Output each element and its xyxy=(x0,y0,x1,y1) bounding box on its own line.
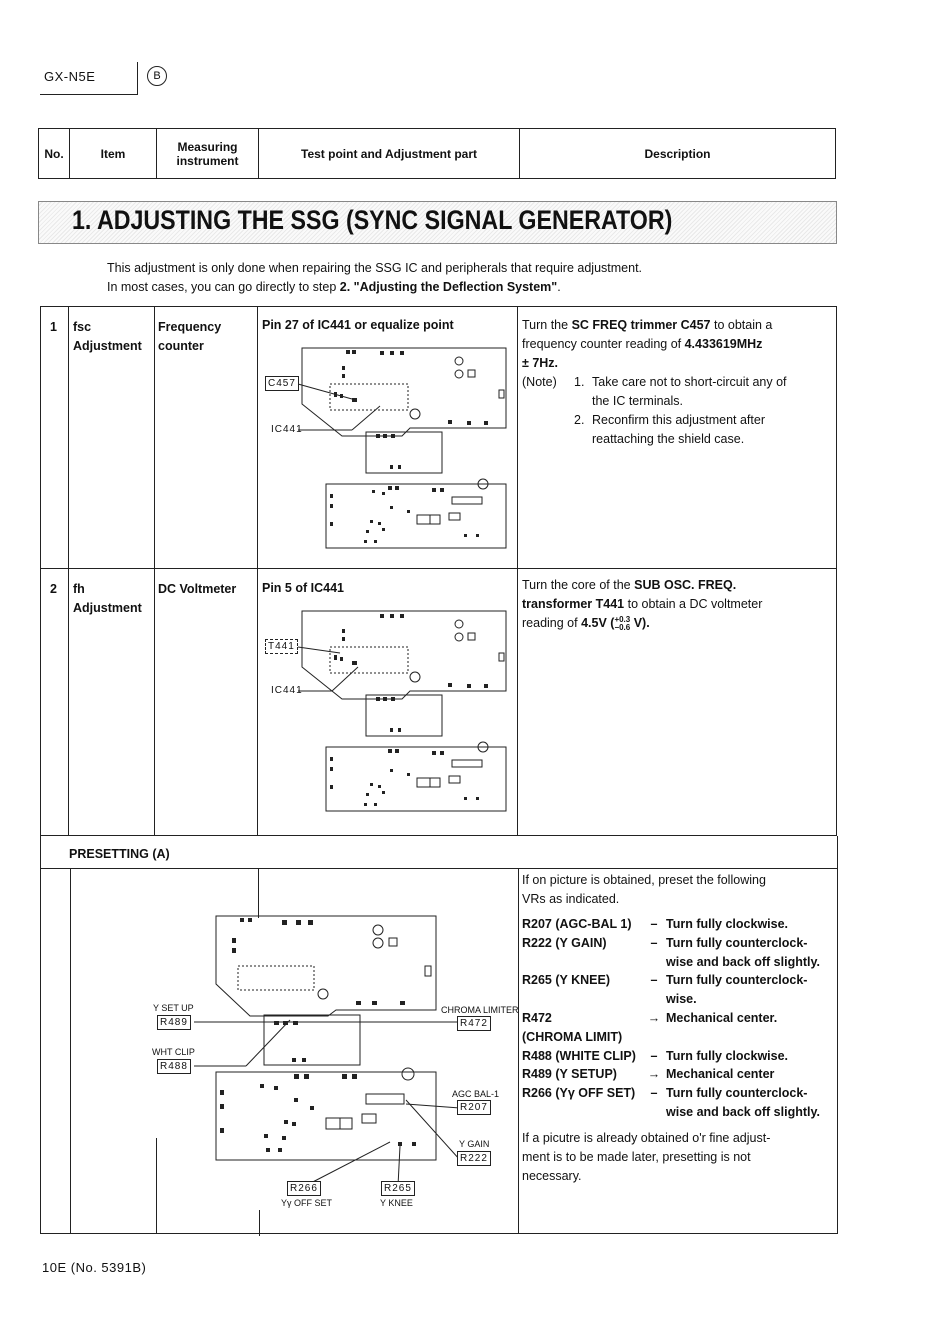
row1-ic-label: IC441 xyxy=(271,424,303,435)
row1-testpoint: Pin 27 of IC441 or equalize point xyxy=(262,318,454,332)
r488-box: R488 xyxy=(157,1059,191,1074)
r222-box: R222 xyxy=(457,1151,491,1166)
presetting-pcb-diagram xyxy=(150,910,520,1230)
col-instrument: Measuring instrument xyxy=(157,129,259,179)
row1-no: 1 xyxy=(50,320,57,334)
agc-bal-label: AGC BAL-1 xyxy=(452,1089,500,1099)
row2-description: Turn the core of the SUB OSC. FREQ. transformer T441 to obtain a DC voltmeter reading of 4.5V (+0.3 −0.6 V). xyxy=(522,578,763,632)
wht-clip-label: WHT CLIP xyxy=(152,1047,195,1057)
col-description: Description xyxy=(520,129,836,179)
row2-no: 2 xyxy=(50,582,57,596)
r207-box: R207 xyxy=(457,1100,491,1115)
row2-instrument: DC Voltmeter xyxy=(158,582,237,596)
row1-description: Turn the SC FREQ trimmer C457 to obtain a frequency counter reading of 4.433619MHz ± 7Hz. (Note) 1. Take care not to short-circuit any of the IC terminals. 2. Reconfirm this adjustment after reattaching the shield case. xyxy=(522,318,787,446)
preset-item: R489 (Y SETUP) → Mechanical center xyxy=(522,1067,775,1082)
row2-pcb-diagram xyxy=(262,607,512,817)
col-testpoint: Test point and Adjustment part xyxy=(259,129,520,179)
r472-box: R472 xyxy=(457,1016,491,1031)
r265-box: R265 xyxy=(381,1181,415,1196)
row2-testpoint: Pin 5 of IC441 xyxy=(262,581,344,595)
model-number: GX-N5E xyxy=(44,69,96,84)
preset-item: R266 (Yγ OFF SET) – Turn fully counterclock- xyxy=(522,1086,808,1101)
section-intro: This adjustment is only done when repairing the SSG IC and peripherals that require adjustment. In most cases, you can go directly to step 2. "Adjusting the Deflection System". xyxy=(107,261,643,294)
y-gain-label: Y GAIN xyxy=(459,1139,490,1149)
preset-item: R222 (Y GAIN) – Turn fully counterclock- xyxy=(522,935,808,950)
col-item: Item xyxy=(70,129,157,179)
page-footer: 10E (No. 5391B) xyxy=(42,1260,147,1275)
r489-box: R489 xyxy=(157,1015,191,1030)
presetting-title: PRESETTING (A) xyxy=(69,847,170,861)
row2-ic-label: IC441 xyxy=(271,685,303,696)
row2-part-label: T441 xyxy=(265,639,298,654)
row2-item: fh Adjustment xyxy=(73,582,142,615)
y-knee-label: Y KNEE xyxy=(380,1198,413,1208)
preset-item: R472 → Mechanical center. xyxy=(522,1010,778,1025)
preset-item: R488 (WHITE CLIP) – Turn fully clockwise. xyxy=(522,1048,789,1063)
presetting-list: R207 (AGC-BAL 1) – Turn fully clockwise. R222 (Y GAIN) – Turn fully counterclock- wise and back off slightly. R265 (Y KNEE) – Turn fully counterclock- wise. R472 → Mechanical center. (CHROMA LIMIT) R488 (WHITE CLIP) – Turn fully clockwise. R489 (Y SETUP) → Mechanical center R266 (Yγ OFF SET) – Turn fully counterclock- wise and back off slightly. xyxy=(522,915,836,1122)
chroma-limiter-label: CHROMA LIMITER xyxy=(441,1005,519,1015)
column-header-table xyxy=(38,128,836,179)
preset-item: R265 (Y KNEE) – Turn fully counterclock- xyxy=(522,973,808,988)
preset-item: R207 (AGC-BAL 1) – Turn fully clockwise. xyxy=(522,917,789,931)
row1-instrument: Frequency counter xyxy=(158,320,222,353)
y-off-set-label: Yγ OFF SET xyxy=(281,1198,333,1208)
col-no: No. xyxy=(39,129,70,179)
row1-part-label: C457 xyxy=(265,376,299,391)
y-set-up-label: Y SET UP xyxy=(153,1003,194,1013)
row1-pcb-diagram xyxy=(262,344,512,554)
revision-badge: B xyxy=(147,66,167,86)
header-underline xyxy=(40,94,138,95)
presetting-outro: If a picutre is already obtained o'r fine adjust- ment is to be made later, presetting is not necessary. xyxy=(522,1131,771,1183)
section-title: 1. ADJUSTING THE SSG (SYNC SIGNAL GENERATOR) xyxy=(72,205,673,235)
header-divider xyxy=(137,62,138,95)
r266-box: R266 xyxy=(287,1181,321,1196)
presetting-intro: If on picture is obtained, preset the following VRs as indicated. xyxy=(522,873,766,906)
row1-item: fsc Adjustment xyxy=(73,320,142,353)
